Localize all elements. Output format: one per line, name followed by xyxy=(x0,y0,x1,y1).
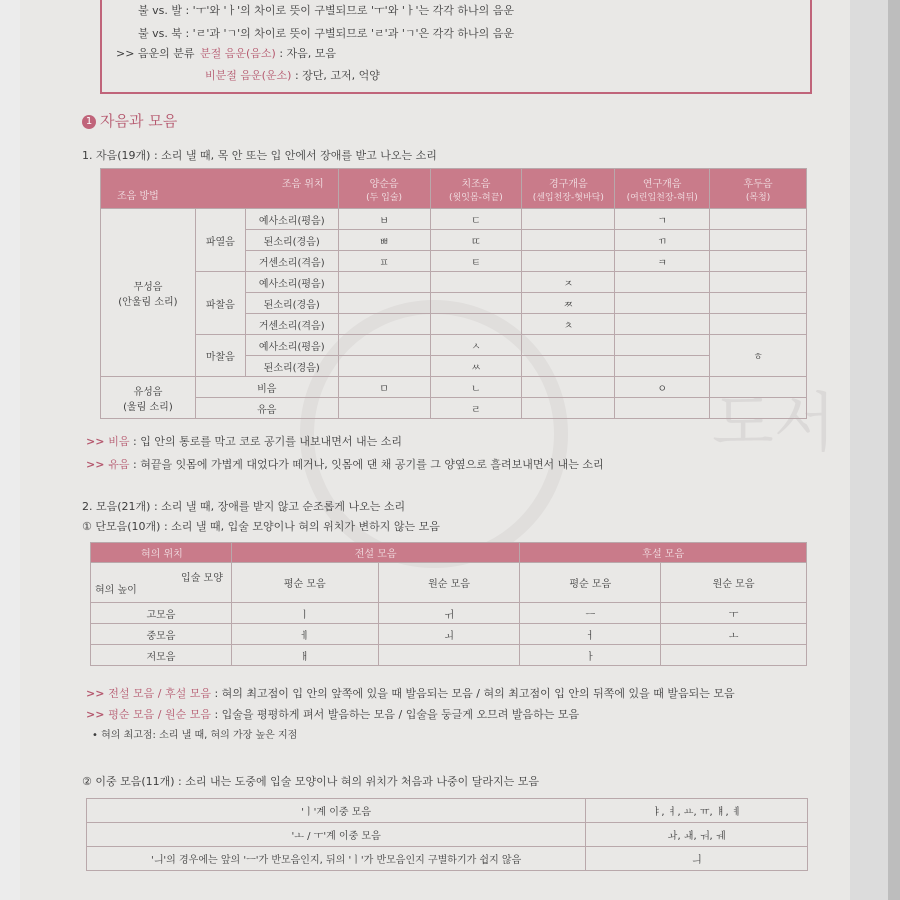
cell: ㅃ xyxy=(338,230,430,251)
cell: ㅇ xyxy=(615,377,710,398)
col-velar: 연구개음 (여린입천장-혀뒤) xyxy=(615,169,710,209)
cell xyxy=(522,377,615,398)
front-back-note: >> 전설 모음 / 후설 모음 : 혀의 최고점이 입 안의 앞쪽에 있을 때 발음되는 모음 / 혀의 최고점이 입 안의 뒤쪽에 있을 때 발음되는 모음 xyxy=(86,687,735,700)
manner-liquid: 유음 xyxy=(195,398,338,419)
cell xyxy=(661,645,807,666)
cell xyxy=(338,314,430,335)
segmental-row: 분절 음운(음소) : 자음, 모음 xyxy=(200,47,337,60)
type-lenis: 예사소리(평음) xyxy=(245,335,338,356)
cell: ㅁ xyxy=(338,377,430,398)
type-fortis: 된소리(경음) xyxy=(245,293,338,314)
type-aspirated: 거센소리(격음) xyxy=(245,314,338,335)
cell xyxy=(615,293,710,314)
diphthong-heading: ② 이중 모음(11개) : 소리 내는 도중에 입술 모양이나 혀의 위치가 처음과 나중이 달라지는 모음 xyxy=(82,775,540,788)
group-voiceless: 무성음 (안울림 소리) xyxy=(101,209,196,377)
cell: ㄲ xyxy=(615,230,710,251)
cell: ㅡ xyxy=(520,603,661,624)
box-line-1: 불 vs. 발 : 'ㅜ'와 'ㅏ'의 차이로 뜻이 구별되므로 'ㅜ'와 'ㅏ'는 각각 하나의 음운 xyxy=(138,4,514,17)
consonant-table xyxy=(100,168,807,419)
cell xyxy=(615,272,710,293)
cell xyxy=(710,314,807,335)
col-alveolar: 치조음 (윗잇몸-혀끝) xyxy=(430,169,522,209)
cell xyxy=(338,356,430,377)
cell xyxy=(522,230,615,251)
consonant-heading: 1. 자음(19개) : 소리 낼 때, 목 안 또는 입 안에서 장애를 받고 나오는 소리 xyxy=(82,149,437,162)
header-back-vowel: 후설 모음 xyxy=(520,543,807,563)
cell xyxy=(338,272,430,293)
cell xyxy=(430,272,522,293)
cell: ㅋ xyxy=(615,251,710,272)
manner-fricative: 마찰음 xyxy=(195,335,245,377)
col-rounded: 원순 모음 xyxy=(378,563,520,603)
cell: ㅊ xyxy=(522,314,615,335)
col-unrounded: 평순 모음 xyxy=(231,563,378,603)
watermark-text: 도서 xyxy=(712,387,836,461)
cell: ㅉ xyxy=(522,293,615,314)
manner-affricate: 파찰음 xyxy=(195,272,245,335)
row-mid: 중모음 xyxy=(91,624,232,645)
cell: ㅓ xyxy=(520,624,661,645)
col-glottal: 후두음 (목청) xyxy=(710,169,807,209)
col-rounded: 원순 모음 xyxy=(661,563,807,603)
header-tongue-position: 혀의 위치 xyxy=(91,543,232,563)
cell xyxy=(522,356,615,377)
type-fortis: 된소리(경음) xyxy=(245,356,338,377)
vowel-heading: 2. 모음(21개) : 소리 낼 때, 장애를 받지 않고 순조롭게 나오는 소리 xyxy=(82,500,406,513)
table-corner-header: 조음 위치 조음 방법 xyxy=(101,169,339,209)
cell: ㅐ xyxy=(231,645,378,666)
cell: ㅆ xyxy=(430,356,522,377)
cell: ㅌ xyxy=(430,251,522,272)
diphthong-label: 'ㅗ / ㅜ'계 이중 모음 xyxy=(87,823,586,847)
diphthong-values: ㅑ, ㅕ, ㅛ, ㅠ, ㅒ, ㅖ xyxy=(586,799,808,823)
diphthong-values: ㅢ xyxy=(586,847,808,871)
section-heading xyxy=(82,110,177,131)
cell: ㄹ xyxy=(430,398,522,419)
cell: ㅟ xyxy=(378,603,520,624)
cell xyxy=(522,398,615,419)
header-front-vowel: 전설 모음 xyxy=(231,543,520,563)
corner-lip-height: 입술 모양 혀의 높이 xyxy=(91,563,232,603)
col-bilabial: 양순음 (두 입술) xyxy=(338,169,430,209)
cell: ㅈ xyxy=(522,272,615,293)
cell xyxy=(522,251,615,272)
box-line-2: 불 vs. 북 : 'ㄹ'과 'ㄱ'의 차이로 뜻이 구별되므로 'ㄹ'과 'ㄱ'은 각각 하나의 음운 xyxy=(138,27,514,40)
liquid-note: >> 유음 : 혀끝을 잇몸에 가볍게 대었다가 떼거나, 잇몸에 댄 채 공기를 그 양옆으로 흘려보내면서 내는 소리 xyxy=(86,458,604,471)
suprasegmental-row: 비분절 음운(운소) : 장단, 고저, 억양 xyxy=(205,69,380,82)
cell xyxy=(710,398,807,419)
cell: ㅚ xyxy=(378,624,520,645)
cell xyxy=(615,356,710,377)
cell xyxy=(710,272,807,293)
cell: ㄷ xyxy=(430,209,522,230)
cell: ㄱ xyxy=(615,209,710,230)
cell: ㅎ xyxy=(710,335,807,377)
cell: ㅜ xyxy=(661,603,807,624)
group-voiced: 유성음 (울림 소리) xyxy=(101,377,196,419)
cell xyxy=(615,398,710,419)
vowel-table xyxy=(90,542,807,666)
cell: ㅗ xyxy=(661,624,807,645)
cell xyxy=(338,398,430,419)
cell xyxy=(338,335,430,356)
cell xyxy=(378,645,520,666)
cell xyxy=(615,314,710,335)
cell xyxy=(710,293,807,314)
cell xyxy=(710,209,807,230)
cell xyxy=(710,251,807,272)
cell xyxy=(338,293,430,314)
col-palatal: 경구개음 (센입천장-혓바닥) xyxy=(522,169,615,209)
nasal-note: >> 비음 : 입 안의 통로를 막고 코로 공기를 내보내면서 내는 소리 xyxy=(86,435,402,448)
cell xyxy=(430,293,522,314)
cell xyxy=(710,230,807,251)
cell xyxy=(430,314,522,335)
tongue-peak-note: • 혀의 최고점: 소리 낼 때, 혀의 가장 높은 지점 xyxy=(92,730,298,741)
cell xyxy=(710,377,807,398)
type-fortis: 된소리(경음) xyxy=(245,230,338,251)
diphthong-values: ㅘ, ㅙ, ㅝ, ㅞ xyxy=(586,823,808,847)
right-edge xyxy=(888,0,900,900)
cell xyxy=(522,209,615,230)
cell: ㅔ xyxy=(231,624,378,645)
diphthong-table xyxy=(86,798,808,871)
cell: ㅏ xyxy=(520,645,661,666)
cell: ㅣ xyxy=(231,603,378,624)
cell: ㄴ xyxy=(430,377,522,398)
cell: ㅍ xyxy=(338,251,430,272)
diphthong-label: 'ㅣ'계 이중 모음 xyxy=(87,799,586,823)
cell: ㅅ xyxy=(430,335,522,356)
type-lenis: 예사소리(평음) xyxy=(245,209,338,230)
type-aspirated: 거센소리(격음) xyxy=(245,251,338,272)
diphthong-label: 'ㅢ'의 경우에는 앞의 'ㅡ'가 반모음인지, 뒤의 'ㅣ'가 반모음인지 구별하기가 쉽지 않음 xyxy=(87,847,586,871)
monophthong-heading: ① 단모음(10개) : 소리 낼 때, 입술 모양이나 혀의 위치가 변하지 않는 모음 xyxy=(82,520,440,533)
type-lenis: 예사소리(평음) xyxy=(245,272,338,293)
row-high: 고모음 xyxy=(91,603,232,624)
cell xyxy=(522,335,615,356)
cell xyxy=(615,335,710,356)
rounded-note: >> 평순 모음 / 원순 모음 : 입술을 평평하게 펴서 발음하는 모음 / 입술을 둥글게 오므려 발음하는 모음 xyxy=(86,708,580,721)
manner-nasal: 비음 xyxy=(195,377,338,398)
col-unrounded: 평순 모음 xyxy=(520,563,661,603)
section-title: 자음과 모음 xyxy=(100,112,178,130)
manner-plosive: 파열음 xyxy=(195,209,245,272)
phoneme-class-label: >> 음운의 분류 xyxy=(116,47,195,60)
cell: ㄸ xyxy=(430,230,522,251)
cell: ㅂ xyxy=(338,209,430,230)
section-number-icon: 1 xyxy=(82,115,96,129)
row-low: 저모음 xyxy=(91,645,232,666)
